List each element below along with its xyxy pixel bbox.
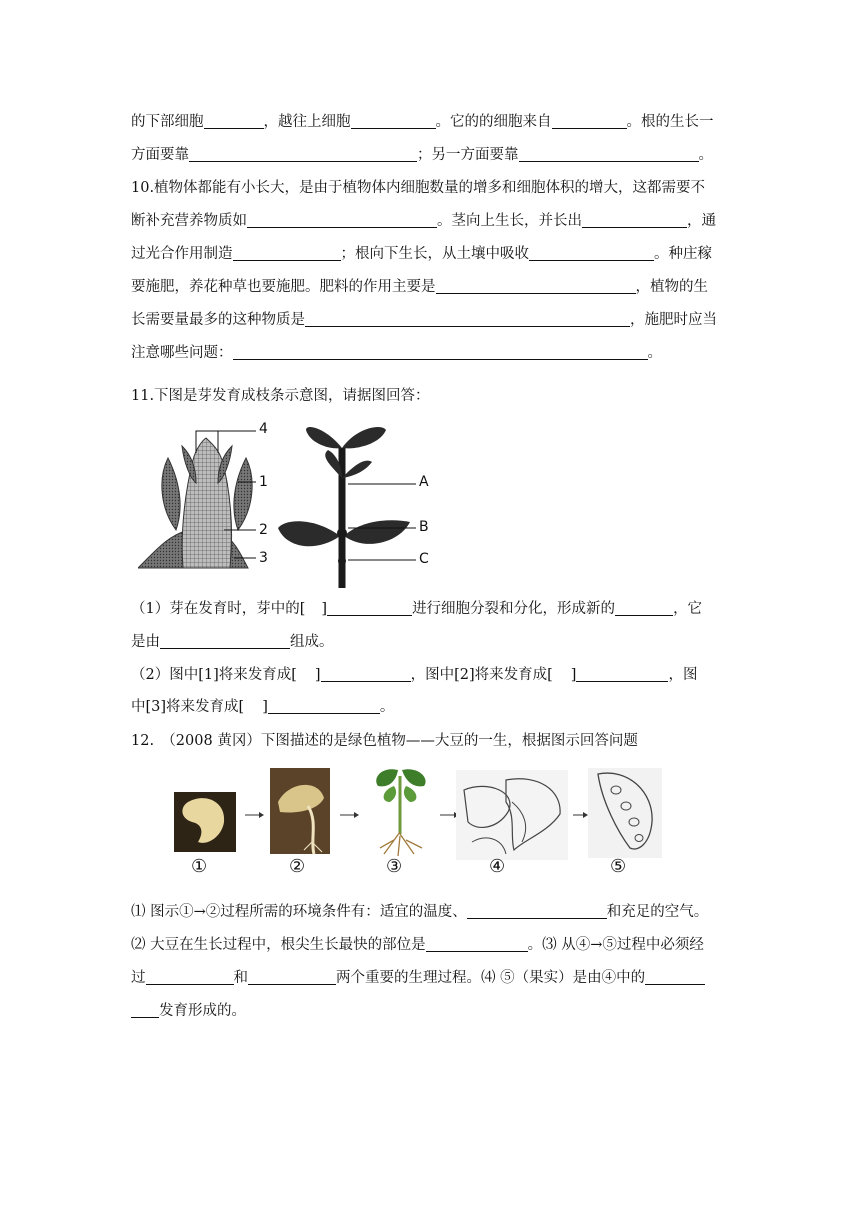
text: 注意哪些问题： <box>131 345 233 361</box>
blank[interactable] <box>645 969 705 985</box>
q10-line-5 <box>131 310 731 330</box>
text: 。⑶ 从④→⑤过程中必须经 <box>527 937 704 953</box>
q11-part2-line2 <box>131 697 731 717</box>
blank[interactable] <box>529 245 654 261</box>
text: ，它 <box>673 601 703 617</box>
text: 长需要量最多的这种物质是 <box>131 312 305 328</box>
blank[interactable] <box>552 113 627 129</box>
text: 。 <box>647 345 662 361</box>
blank[interactable] <box>247 212 437 228</box>
text: 。 <box>698 147 713 163</box>
text: 10.植物体都能有小长大，是由于植物体内细胞数量的增多和细胞体积的增大，这都需要不 <box>131 180 706 196</box>
q12-sub2 <box>131 935 731 955</box>
q10-line-2 <box>131 211 731 231</box>
q10-line-3 <box>131 244 731 264</box>
blank[interactable] <box>436 278 636 294</box>
text: ] <box>314 667 321 683</box>
blank[interactable] <box>582 212 687 228</box>
text: ，植物的生 <box>635 279 708 295</box>
stage-label-1: ① <box>191 856 208 877</box>
text: ⑴ 图示①→②过程所需的环境条件有：适宜的温度、 <box>131 904 467 920</box>
text: 。种庄稼 <box>654 246 712 262</box>
text: 。茎向上生长，并长出 <box>437 213 582 229</box>
text: ] <box>262 699 268 715</box>
text: 断补充营养物质如 <box>131 213 247 229</box>
text: ，施肥时应当 <box>630 312 717 328</box>
stage-label-2: ② <box>289 856 306 877</box>
text: 是由 <box>131 634 160 650</box>
bud-label-3: 3 <box>259 550 268 566</box>
text: 12. （2008 黄冈）下图描述的是绿色植物——大豆的一生，根据图示回答问题 <box>131 733 638 749</box>
text: 组成。 <box>290 634 334 650</box>
blank[interactable] <box>204 113 264 129</box>
text: 过 <box>131 970 146 986</box>
text: 要施肥，养花种草也要施肥。肥料的作用主要是 <box>131 279 436 295</box>
blank[interactable] <box>233 245 341 261</box>
stage-label-5: ⑤ <box>610 856 627 877</box>
q10-line-4 <box>131 277 731 297</box>
branch-label-b: B <box>419 519 429 535</box>
text: 11.下图是芽发育成枝条示意图，请据图回答： <box>131 388 430 404</box>
blank[interactable] <box>189 146 417 162</box>
text: ，图中[2]将来发育成[ <box>410 667 553 683</box>
blank[interactable] <box>576 666 668 682</box>
q11-intro <box>131 386 731 406</box>
q12-sub1 <box>131 902 731 922</box>
blank[interactable] <box>321 666 411 682</box>
soybean-lifecycle-diagram <box>168 762 670 877</box>
q9-line-1 <box>131 112 731 132</box>
blank[interactable] <box>131 1002 159 1018</box>
q9-line-2 <box>131 145 731 165</box>
text: 。它的的细胞来自 <box>435 114 552 130</box>
text: ；另一方面要靠 <box>417 147 519 163</box>
blank[interactable] <box>426 936 528 952</box>
text: ] <box>321 601 328 617</box>
q11-part1-line1 <box>131 599 731 619</box>
blank[interactable] <box>233 344 648 360</box>
q10-line-1 <box>131 178 731 198</box>
text: 方面要靠 <box>131 147 189 163</box>
text: （1）芽在发育时，芽中的[ <box>131 601 306 617</box>
stage-label-3: ③ <box>386 856 403 877</box>
bud-label-2: 2 <box>259 522 268 538</box>
text: 的下部细胞 <box>131 114 204 130</box>
text: ⑵ 大豆在生长过程中，根尖生长最快的部位是 <box>131 937 426 953</box>
text: ] <box>570 667 577 683</box>
text: 。 <box>379 699 395 715</box>
q12-intro <box>131 731 731 751</box>
branch-label-a: A <box>419 474 429 490</box>
q11-part1-line2 <box>131 632 731 652</box>
blank[interactable] <box>146 969 234 985</box>
blank[interactable] <box>351 113 436 129</box>
text: ；根向下生长，从土壤中吸收 <box>340 246 529 262</box>
blank[interactable] <box>467 903 607 919</box>
text: 两个重要的生理过程。⑷ ⑤（果实）是由④中的 <box>336 970 646 986</box>
text: 过光合作用制造 <box>131 246 233 262</box>
blank[interactable] <box>519 146 699 162</box>
blank[interactable] <box>615 600 673 616</box>
text: 。根的生长一 <box>626 114 714 130</box>
q11-part2-line1 <box>131 665 731 685</box>
q10-line-6 <box>131 343 731 363</box>
q12-sub3 <box>131 968 731 988</box>
text: 发育形成的。 <box>159 1003 246 1019</box>
blank[interactable] <box>305 311 630 327</box>
bud-label-4: 4 <box>259 421 268 437</box>
blank[interactable] <box>160 633 290 649</box>
blank[interactable] <box>327 600 412 616</box>
text: 和 <box>233 970 248 986</box>
bud-diagram <box>138 418 278 578</box>
text: （2）图中[1]将来发育成[ <box>131 667 297 683</box>
text: ，图 <box>668 667 698 683</box>
blank[interactable] <box>268 698 380 714</box>
branch-label-c: C <box>419 551 429 567</box>
text: ，通 <box>687 213 716 229</box>
blank[interactable] <box>248 969 336 985</box>
q12-sub4 <box>131 1001 731 1021</box>
branch-diagram <box>276 418 426 590</box>
text: 进行细胞分裂和分化，形成新的 <box>412 601 616 617</box>
text: 中[3]将来发育成[ <box>131 699 245 715</box>
bud-label-1: 1 <box>259 474 268 490</box>
stage-label-4: ④ <box>489 856 506 877</box>
text: 和充足的空气。 <box>606 904 709 920</box>
text: ，越往上细胞 <box>263 114 351 130</box>
